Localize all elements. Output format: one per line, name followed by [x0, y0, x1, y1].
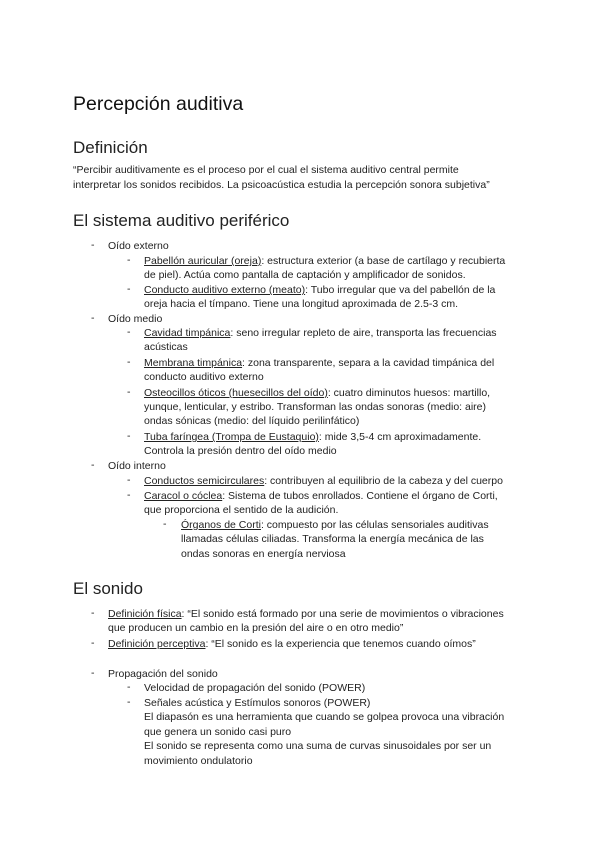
list-dash: - — [127, 356, 131, 368]
list-item — [144, 326, 497, 341]
term-link: Conducto auditivo externo (meato) — [144, 284, 306, 296]
list-item-oido-interno: Oído interno — [108, 460, 166, 472]
list-item-continuation: conducto auditivo externo — [144, 371, 264, 383]
list-item-nested — [181, 518, 489, 533]
list-dash: - — [91, 607, 95, 619]
list-item — [108, 607, 504, 622]
list-item-continuation: que proporciona el sentido de la audición. — [144, 504, 339, 516]
list-item — [144, 430, 481, 445]
list-item: Velocidad de propagación del sonido (POWER) — [144, 682, 366, 694]
term-link: Definición perceptiva — [108, 638, 206, 650]
list-dash: - — [127, 681, 131, 693]
list-dash: - — [127, 254, 131, 266]
term-link: Osteocillos óticos (huesecillos del oído) — [144, 387, 328, 399]
term-link: Caracol o cóclea — [144, 490, 223, 502]
term-description: : Sistema de tubos enrollados. Contiene el órgano de Corti, — [222, 490, 498, 502]
list-dash: - — [127, 283, 131, 295]
term-link: Definición física — [108, 608, 182, 620]
list-item: Señales acústica y Estímulos sonoros (POWER) — [144, 697, 371, 709]
list-item-continuation: llamadas células ciliadas. Transforma la energía mecánica de las — [181, 533, 484, 545]
list-item — [144, 254, 505, 269]
section-heading-sonido: El sonido — [73, 579, 143, 598]
section-heading-periferico: El sistema auditivo periférico — [73, 211, 290, 230]
definition-quote-line: “Percibir auditivamente es el proceso por el cual el sistema auditivo central permite — [73, 164, 459, 176]
list-dash: - — [127, 489, 131, 501]
list-item-oido-externo: Oído externo — [108, 240, 169, 252]
list-item-continuation: movimiento ondulatorio — [144, 755, 253, 767]
page-title: Percepción auditiva — [73, 93, 244, 115]
term-link: Tuba faríngea (Trompa de Eustaquio) — [144, 431, 319, 443]
term-link: Cavidad timpánica — [144, 327, 231, 339]
list-dash: - — [91, 459, 95, 471]
term-link: Conductos semicirculares — [144, 475, 265, 487]
list-item-continuation: ondas sónicas (medio: del líquido perilinfático) — [144, 415, 360, 427]
list-item — [144, 489, 498, 504]
list-item-continuation: oreja hacia el tímpano. Tiene una longitud aproximada de 2.5-3 cm. — [144, 298, 459, 310]
term-description: : Tubo irregular que va del pabellón de la — [305, 284, 496, 296]
term-description: : estructura exterior (a base de cartílago y recubierta — [261, 255, 506, 267]
list-item — [108, 637, 476, 652]
list-item — [144, 283, 495, 298]
list-item — [144, 386, 490, 401]
section-heading-definicion: Definición — [73, 138, 148, 157]
list-item-oido-medio: Oído medio — [108, 313, 163, 325]
list-item-propagacion: Propagación del sonido — [108, 668, 218, 680]
list-dash: - — [127, 386, 131, 398]
list-item-continuation: de piel). Actúa como pantalla de captación y amplificador de sonidos. — [144, 269, 466, 281]
list-dash: - — [127, 326, 131, 338]
term-description: : zona transparente, separa a la cavidad timpánica del — [242, 357, 495, 369]
list-dash: - — [91, 667, 95, 679]
list-item-continuation: que producen un cambio en la presión del aire o en otro medio” — [108, 622, 404, 634]
term-description: : cuatro diminutos huesos: martillo, — [327, 387, 491, 399]
list-item — [144, 474, 503, 489]
list-dash: - — [91, 637, 95, 649]
list-dash: - — [127, 430, 131, 442]
list-item-continuation: El diapasón es una herramienta que cuando se golpea provoca una vibración — [144, 711, 505, 723]
term-description: : “El sonido es la experiencia que tenemos cuando oímos” — [205, 638, 476, 650]
term-description: : compuesto por las células sensoriales auditivas — [260, 519, 489, 531]
list-item-continuation: acústicas — [144, 341, 188, 353]
list-item-continuation: Controla la presión dentro del oído medio — [144, 445, 337, 457]
term-link: Órganos de Corti — [181, 519, 261, 531]
list-dash: - — [91, 239, 95, 251]
term-link: Membrana timpánica — [144, 357, 243, 369]
list-dash: - — [127, 474, 131, 486]
definition-quote-line: interpretar los sonidos recibidos. La psicoacústica estudia la percepción sonora subjetiva” — [73, 179, 490, 191]
list-dash: - — [163, 518, 167, 530]
term-description: : seno irregular repleto de aire, transporta las frecuencias — [230, 327, 497, 339]
list-item-continuation: El sonido se representa como una suma de curvas sinusoidales por ser un — [144, 740, 492, 752]
list-item — [144, 356, 494, 371]
list-dash: - — [91, 312, 95, 324]
term-description: : “El sonido está formado por una serie de movimientos o vibraciones — [181, 608, 504, 620]
list-item-continuation: que genera un sonido casi puro — [144, 726, 292, 738]
term-link: Pabellón auricular (oreja) — [144, 255, 262, 267]
list-item-continuation: ondas sonoras en energía nerviosa — [181, 548, 346, 560]
list-dash: - — [127, 696, 131, 708]
list-item-continuation: yunque, lenticular, y estribo. Transforman las ondas sonoras (medio: aire) — [144, 401, 487, 413]
term-description: : mide 3,5-4 cm aproximadamente. — [318, 431, 482, 443]
term-description: : contribuyen al equilibrio de la cabeza y del cuerpo — [264, 475, 503, 487]
